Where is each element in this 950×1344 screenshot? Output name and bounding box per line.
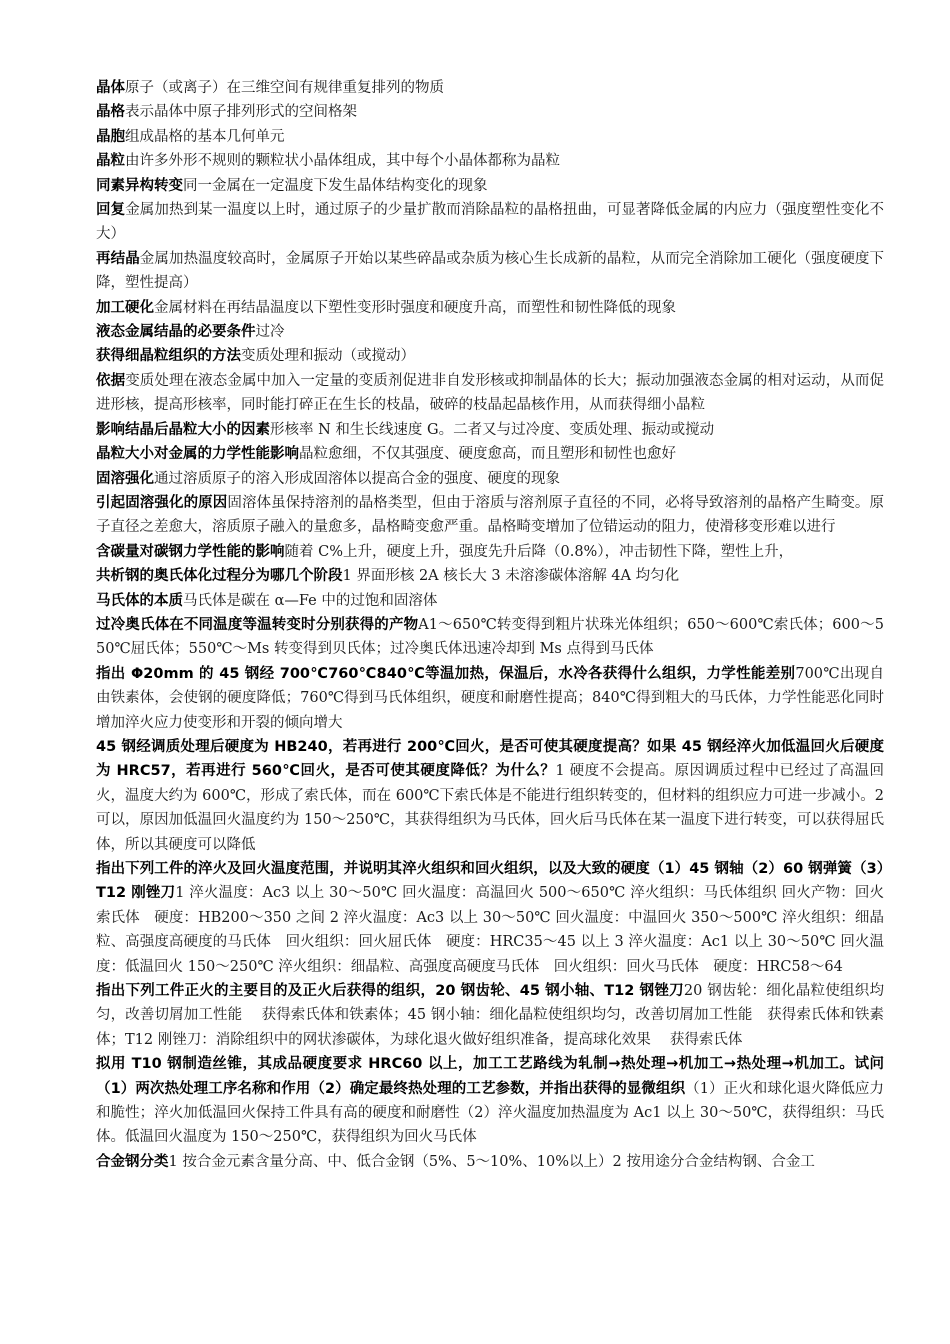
- glossary-entry: [96, 442, 884, 466]
- entry-term: 马氏体的本质: [96, 592, 183, 609]
- glossary-entry: [96, 418, 884, 442]
- glossary-entry: [96, 979, 884, 1052]
- entry-definition: 1 硬度不会提高。原因调质过程中已经过了高温回火，温度大约为 600℃，形成了索氏体，而在 600℃下索氏体是不能进行组织转变的，但材料的组织应力可进一步减小。2 可以，原因加低温回火温度约为 150～250℃，其获得组织为马氏体，回火后马氏体在某一温度下进行转变，可以获得屈氏体，所以其硬度可以降低: [96, 763, 884, 853]
- glossary-entry: [96, 467, 884, 491]
- glossary-entry: [96, 540, 884, 564]
- entry-term: 晶粒大小对金属的力学性能影响: [96, 446, 299, 463]
- glossary-entry: [96, 149, 884, 173]
- entry-term: 再结晶: [96, 250, 140, 267]
- entry-definition: 金属材料在再结晶温度以下塑性变形时强度和硬度升高，而塑性和韧性降低的现象: [154, 299, 676, 316]
- entry-definition: A1～650℃转变得到粗片状珠光体组织；650～600℃索氏体；600～550℃屈氏体；550℃～Ms 转变得到贝氏体；过冷奥氏体迅速冷却到 Ms 点得到马氏体: [96, 616, 884, 658]
- entry-definition: 1 界面形核 2A 核长大 3 未溶渗碳体溶解 4A 均匀化: [342, 568, 680, 585]
- entry-term: 依据: [96, 372, 126, 389]
- entry-term: 合金钢分类: [96, 1153, 169, 1170]
- glossary-entry: [96, 613, 884, 662]
- entry-term: 引起固溶强化的原因: [96, 494, 228, 511]
- entry-definition: 700℃出现自由铁素体，会使钢的硬度降低；760℃得到马氏体组织，硬度和耐磨性提高；840℃得到粗大的马氏体，力学性能恶化同时增加淬火应力使变形和开裂的倾向增大: [96, 665, 884, 731]
- entry-definition: 原子（或离子）在三维空间有规律重复排列的物质: [125, 80, 444, 96]
- glossary-entry: [96, 1150, 884, 1174]
- document-page: [96, 76, 884, 1174]
- entry-definition: 晶粒愈细，不仅其强度、硬度愈高，而且塑形和韧性也愈好: [299, 446, 676, 463]
- glossary-entry: [96, 125, 884, 149]
- glossary-entry: [96, 491, 884, 540]
- entry-definition: 过冷: [255, 324, 285, 341]
- entry-definition: 形核率 N 和生长线速度 G。二者又与过冷度、变质处理、振动或搅动: [270, 421, 715, 438]
- glossary-entry: [96, 76, 884, 100]
- glossary-entry: [96, 857, 884, 979]
- entry-definition: 1 淬火温度：Ac3 以上 30～50℃ 回火温度：高温回火 500～650℃ 淬火组织：马氏体组织 回火产物：回火索氏体 硬度：HB200～350 之间 2 淬火温度：Ac3 以上 30～50℃ 回火温度：中温回火 350～500℃ 淬火组织：细晶粒、高强度高硬度的马氏体 回火组织：回火屈氏体 硬度：HRC35～45 以上 3 淬火温度：Ac1 以上 30～50℃ 回火温度：低温回火 150～250℃ 淬火组织：细晶粒、高强度高硬度马氏体 回火组织：回火马氏体 硬度：HRC58～64: [96, 885, 885, 975]
- entry-definition: 固溶体虽保持溶剂的晶格类型，但由于溶质与溶剂原子直径的不同，必将导致溶剂的晶格产生畸变。原子直径之差愈大，溶质原子融入的量愈多，晶格畸变愈严重。晶格畸变增加了位错运动的阻力，使滑移变形难以进行: [96, 494, 885, 536]
- entry-definition: 金属加热到某一温度以上时，通过原子的少量扩散而消除晶粒的晶格扭曲，可显著降低金属的内应力（强度塑性变化不大）: [96, 202, 885, 243]
- glossary-entry: [96, 735, 884, 857]
- entry-definition: 变质处理和振动（或搅动）: [241, 348, 415, 365]
- entry-term: 加工硬化: [96, 299, 154, 316]
- entry-definition: 表示晶体中原子排列形式的空间格架: [125, 104, 357, 121]
- entry-definition: 20 钢齿轮：细化晶粒使组织均匀，改善切屑加工性能 获得索氏体和铁素体；45 钢小轴：细化晶粒使组织均匀，改善切屑加工性能 获得索氏体和铁素体；T12 刚锉刀：消除组织中的网状渗碳体，为球化退火做好组织准备，提高球化效果 获得索氏体: [96, 983, 884, 1048]
- entry-term: 共析钢的奥氏体化过程分为哪几个阶段: [96, 568, 343, 585]
- entry-term: 同素异构转变: [96, 177, 183, 194]
- entry-term: 回复: [96, 202, 126, 219]
- entry-term: 指出 Φ20mm 的 45 钢经 700℃760℃840℃等温加热，保温后，水冷各获得什么组织，力学性能差别: [96, 665, 796, 682]
- entry-term: 液态金属结晶的必要条件: [96, 324, 256, 341]
- entry-term: 晶格: [96, 104, 125, 121]
- glossary-entry: [96, 564, 884, 588]
- entry-definition: 由许多外形不规则的颗粒状小晶体组成，其中每个小晶体都称为晶粒: [125, 153, 560, 170]
- entry-definition: 同一金属在一定温度下发生晶体结构变化的现象: [183, 177, 488, 194]
- entry-definition: 组成晶格的基本几何单元: [125, 128, 285, 145]
- glossary-entry: [96, 100, 884, 124]
- entry-term: 指出下列工件正火的主要目的及正火后获得的组织，20 钢齿轮、45 钢小轴、T12 钢锉刀: [96, 983, 684, 1000]
- entry-definition: 随着 C%上升，硬度上升，强度先升后降（0.8%），冲击韧性下降，塑性上升，: [284, 543, 794, 560]
- entry-term: 指出下列工件的淬火及回火温度范围，并说明其淬火组织和回火组织，以及大致的硬度（1）45 钢轴（2）60 钢弹簧（3）T12 刚锉刀: [96, 861, 884, 902]
- glossary-entry: [96, 320, 884, 344]
- glossary-entry: [96, 174, 884, 198]
- entry-term: 含碳量对碳钢力学性能的影响: [96, 543, 285, 560]
- entry-term: 固溶强化: [96, 470, 154, 487]
- entry-term: 晶胞: [96, 128, 125, 145]
- glossary-entry: [96, 1052, 884, 1150]
- entry-term: 45 钢经调质处理后硬度为 HB240，若再进行 200℃回火，是否可使其硬度提高？如果 45 钢经淬火加低温回火后硬度为 HRC57，若再进行 560℃回火，是否可使其硬度降低？为什么？: [96, 738, 884, 780]
- glossary-entry: [96, 198, 884, 247]
- entry-definition: （1）正火和球化退火降低应力和脆性；淬火加低温回火保持工件具有高的硬度和耐磨性（2）淬火温度加热温度为 Ac1 以上 30～50℃，获得组织：马氏体。低温回火温度为 150～250℃，获得组织为回火马氏体: [96, 1080, 884, 1146]
- entry-definition: 1 按合金元素含量分高、中、低合金钢（5%、5～10%、10%以上）2 按用途分合金结构钢、合金工: [168, 1153, 815, 1170]
- glossary-entry: [96, 247, 884, 296]
- entry-term: 影响结晶后晶粒大小的因素: [96, 421, 270, 438]
- entry-term: 晶粒: [96, 153, 125, 170]
- glossary-entry: [96, 662, 884, 735]
- entry-term: 拟用 T10 钢制造丝锥，其成品硬度要求 HRC60 以上，加工工艺路线为轧制→热处理→机加工→热处理→机加工。试问（1）两次热处理工序名称和作用（2）确定最终热处理的工艺参数，并指出获得的显微组织: [96, 1056, 884, 1097]
- entry-term: 获得细晶粒组织的方法: [96, 348, 241, 365]
- glossary-entry: [96, 296, 884, 320]
- glossary-entry: [96, 344, 884, 368]
- entry-term: 晶体: [96, 80, 125, 96]
- entry-definition: 通过溶质原子的溶入形成固溶体以提高合金的强度、硬度的现象: [154, 470, 560, 487]
- entry-definition: 马氏体是碳在 α—Fe 中的过饱和固溶体: [183, 592, 438, 609]
- glossary-entry: [96, 369, 884, 418]
- glossary-entry: [96, 589, 884, 613]
- entry-term: 过冷奥氏体在不同温度等温转变时分别获得的产物: [96, 616, 419, 633]
- entry-definition: 变质处理在液态金属中加入一定量的变质剂促进非自发形核或抑制晶体的长大；振动加强液态金属的相对运动，从而促进形核，提高形核率，同时能打碎正在生长的枝晶，破碎的枝晶起晶核作用，从而获得细小晶粒: [96, 372, 885, 414]
- entry-definition: 金属加热温度较高时，金属原子开始以某些碎晶或杂质为核心生长成新的晶粒，从而完全消除加工硬化（强度硬度下降，塑性提高）: [96, 250, 885, 292]
